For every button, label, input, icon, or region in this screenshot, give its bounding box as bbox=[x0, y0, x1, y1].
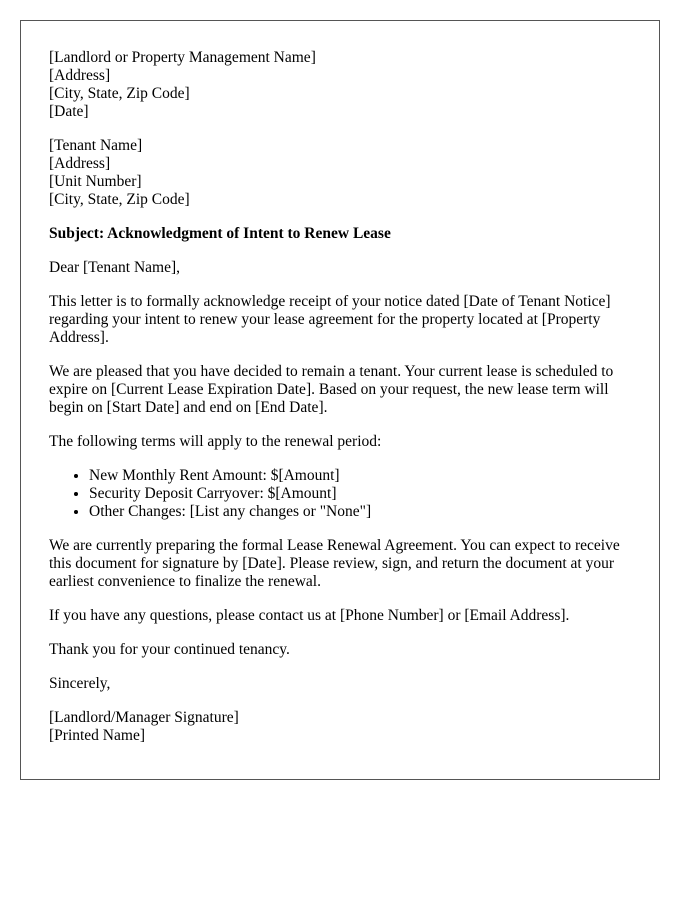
paragraph-terms-intro: The following terms will apply to the renewal period: bbox=[49, 433, 382, 450]
paragraph-acknowledgment: This letter is to formally acknowledge receipt of your notice dated [Date of Tenant Notice] regarding your intent to renew your lease agreement for the property located at [Property Address]. bbox=[49, 293, 611, 346]
terms-list bbox=[49, 467, 645, 521]
sender-address: [Address] bbox=[49, 67, 111, 84]
letter-body bbox=[49, 49, 645, 761]
term-deposit: • Security Deposit Carryover: $[Amount] bbox=[89, 485, 645, 503]
letter-date: [Date] bbox=[49, 103, 89, 120]
recipient-city-state-zip: [City, State, Zip Code] bbox=[49, 191, 190, 208]
paragraph-contact: If you have any questions, please contact us at [Phone Number] or [Email Address]. bbox=[49, 607, 570, 624]
signature-block bbox=[49, 709, 645, 745]
subject-line: Subject: Acknowledgment of Intent to Renew Lease bbox=[49, 225, 391, 242]
recipient-block bbox=[49, 137, 645, 209]
closing: Sincerely, bbox=[49, 675, 111, 692]
salutation: Dear [Tenant Name], bbox=[49, 259, 181, 276]
sender-name: [Landlord or Property Management Name] bbox=[49, 49, 316, 66]
term-other-changes: • Other Changes: [List any changes or "None"] bbox=[89, 503, 645, 521]
recipient-unit: [Unit Number] bbox=[49, 173, 142, 190]
printed-name-line: [Printed Name] bbox=[49, 727, 145, 744]
term-rent: • New Monthly Rent Amount: $[Amount] bbox=[89, 467, 645, 485]
sender-city-state-zip: [City, State, Zip Code] bbox=[49, 85, 190, 102]
paragraph-renewal-agreement: We are currently preparing the formal Lease Renewal Agreement. You can expect to receive this document for signature by [Date]. Please review, sign, and return the document at your earliest convenience to finalize the renewal. bbox=[49, 537, 620, 590]
recipient-address: [Address] bbox=[49, 155, 111, 172]
letter-frame bbox=[20, 20, 660, 780]
recipient-name: [Tenant Name] bbox=[49, 137, 143, 154]
paragraph-thanks: Thank you for your continued tenancy. bbox=[49, 641, 290, 658]
signature-line: [Landlord/Manager Signature] bbox=[49, 709, 239, 726]
paragraph-lease-term: We are pleased that you have decided to remain a tenant. Your current lease is scheduled to expire on [Current Lease Expiration Date]. Based on your request, the new lease term will begin on [Start Date] and end on [End Date]. bbox=[49, 363, 614, 416]
sender-block bbox=[49, 49, 645, 121]
